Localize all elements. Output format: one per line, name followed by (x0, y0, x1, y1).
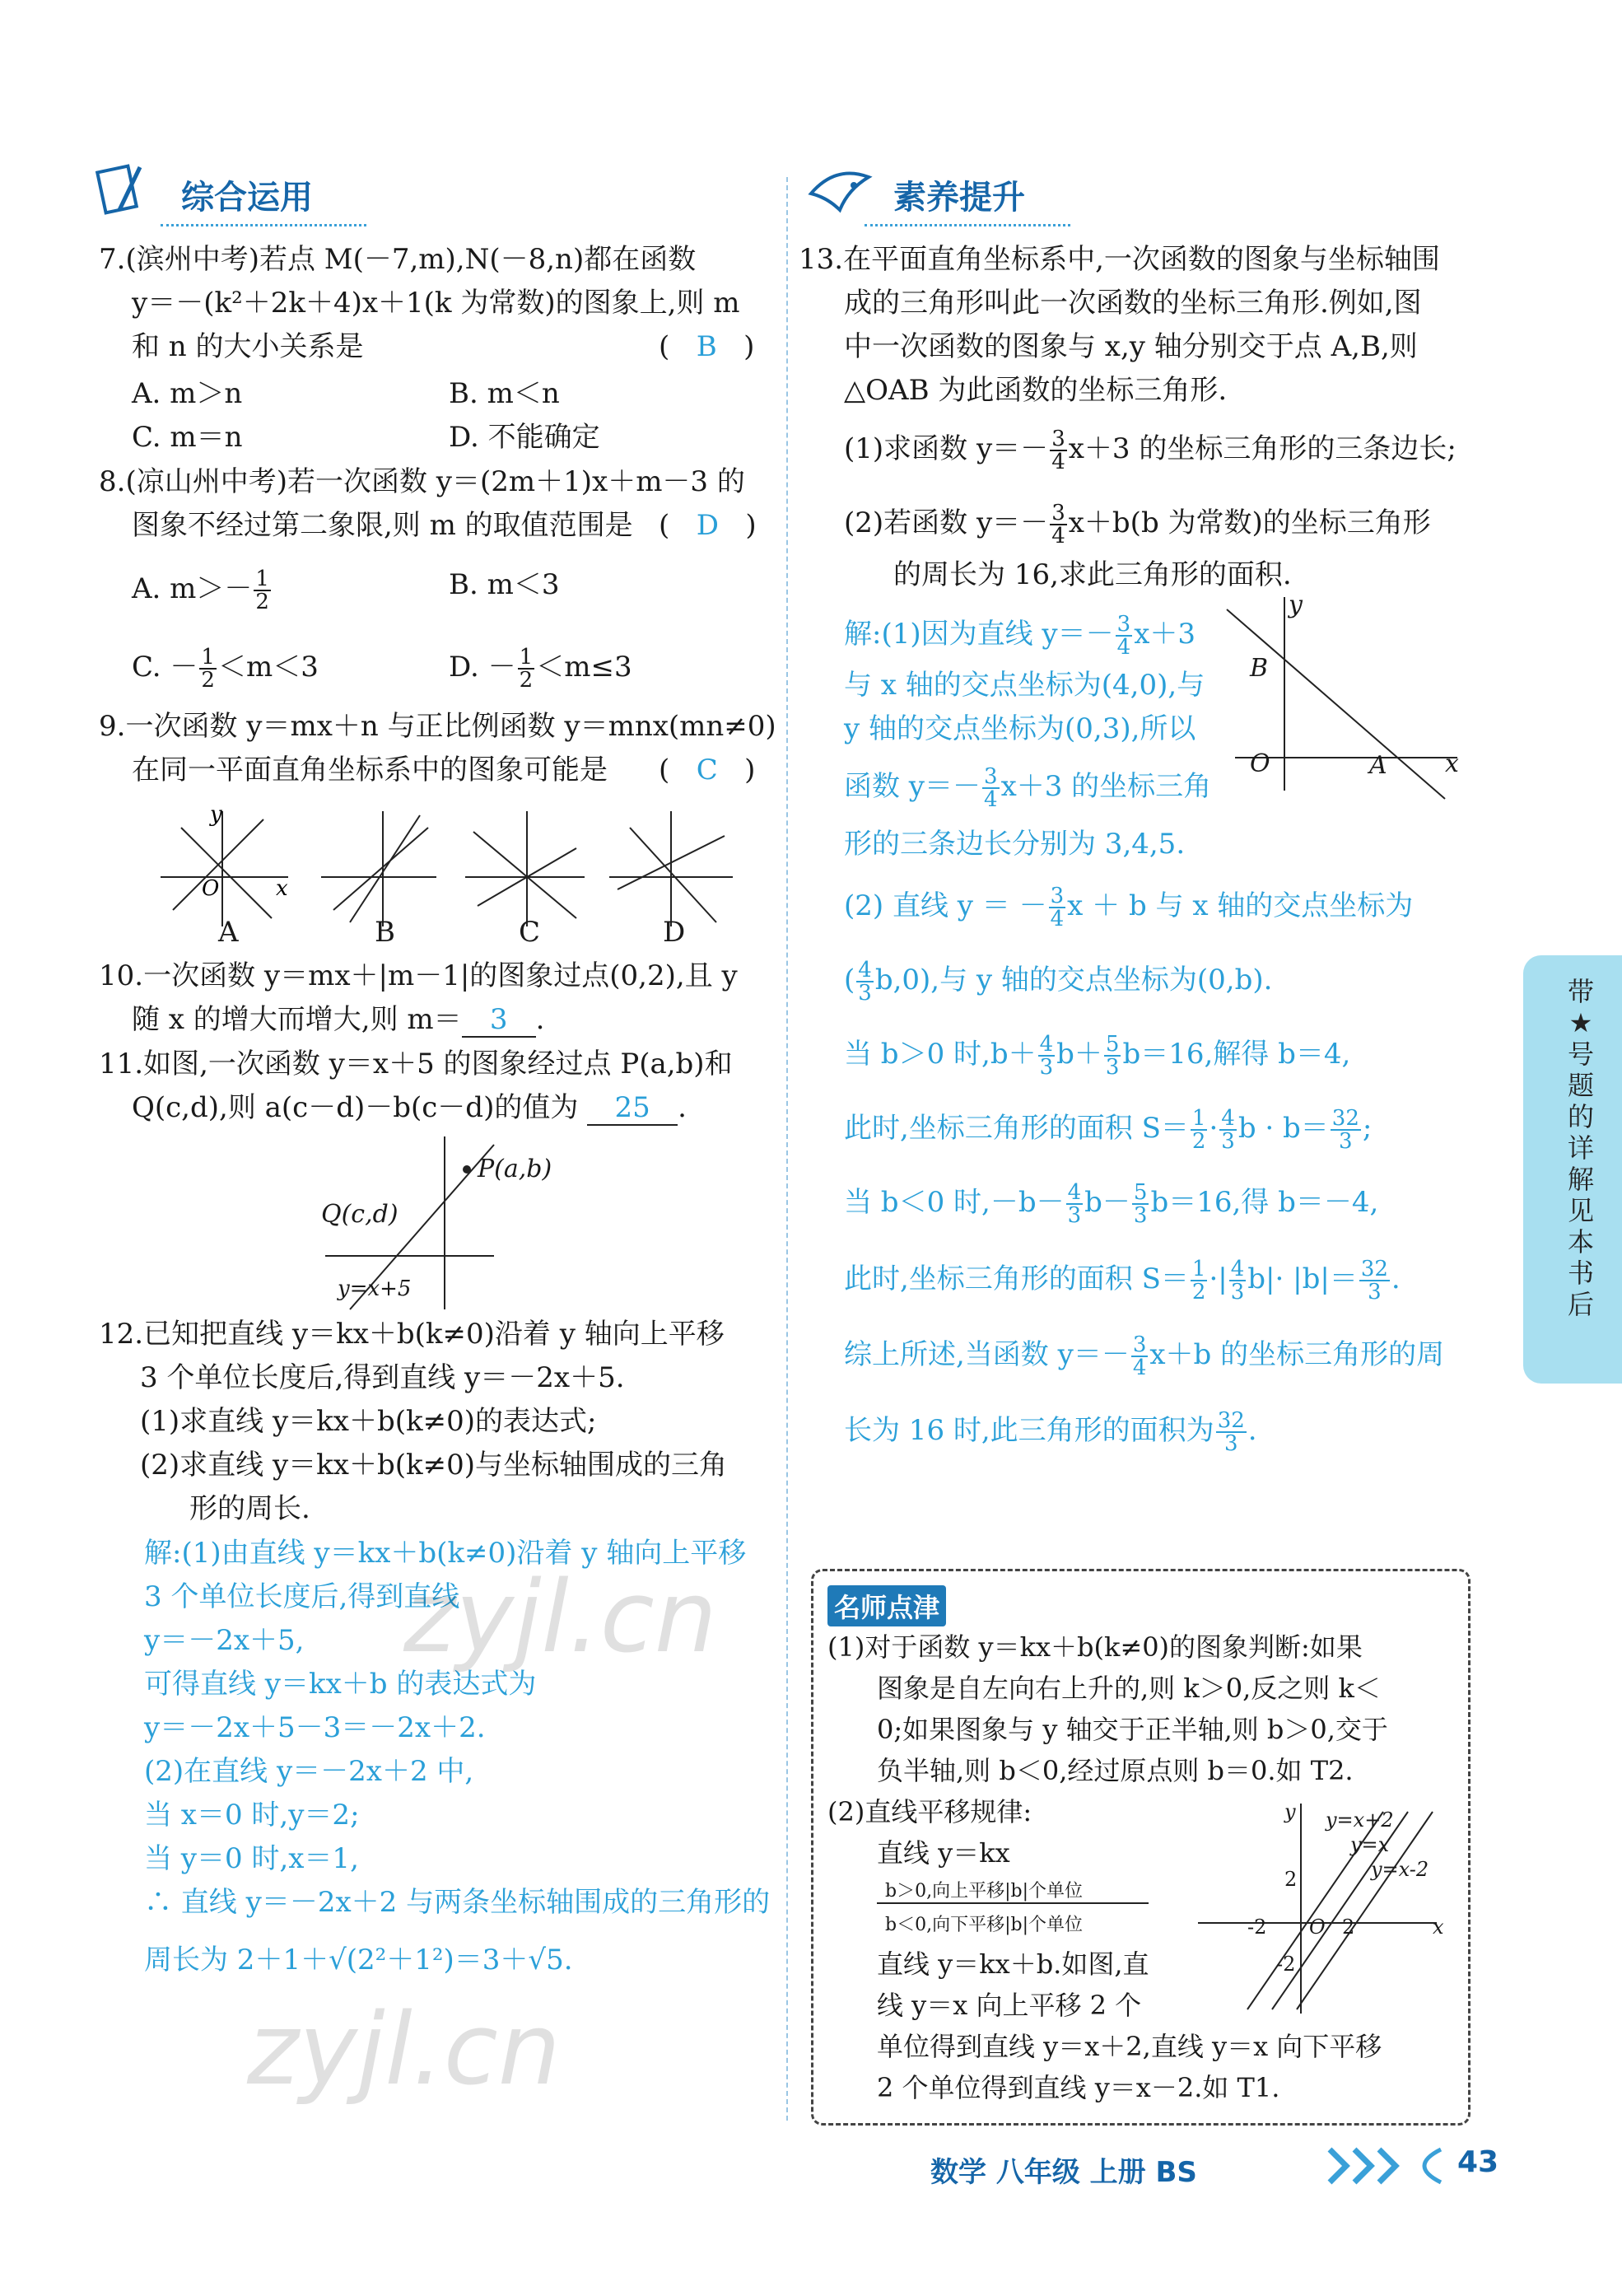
q13-line3: 中一次函数的图象与 x,y 轴分别交于点 A,B,则 (844, 330, 1418, 363)
numerator: 1 (519, 645, 534, 670)
tip-arrow-line (877, 1902, 1149, 1904)
q12-solution-4: 可得直线 y＝kx＋b 的表达式为 (144, 1668, 537, 1701)
denominator: 3 (1039, 1055, 1054, 1080)
text: x＋b 的坐标三角形的周 (1149, 1338, 1445, 1371)
q8-option-d (449, 646, 632, 691)
tip-line12: 2 个单位得到直线 y＝x－2.如 T1. (877, 2072, 1280, 2103)
q10-answer: 3 (462, 1003, 536, 1038)
numerator: 5 (1133, 1180, 1148, 1205)
fraction (1038, 1034, 1056, 1078)
fraction (1066, 1182, 1084, 1226)
tip-label: 名师点津 (827, 1585, 946, 1626)
fraction (1216, 1410, 1247, 1454)
tip-label-y: y (1284, 1800, 1296, 1823)
denominator: 3 (1133, 1203, 1148, 1228)
denominator: 3 (1067, 1203, 1082, 1228)
q7-line2: y＝－(k²＋2k＋4)x＋1(k 为常数)的图象上,则 m (132, 287, 740, 320)
q7-answer-bracket: ( B ) (659, 330, 755, 363)
fraction (1359, 1258, 1390, 1303)
text: (2)若函数 y＝－ (844, 506, 1049, 539)
denominator: 3 (1223, 1431, 1238, 1456)
numerator: 3 (1116, 612, 1131, 637)
q12-solution-9: ∴ 直线 y＝－2x＋2 与两条坐标轴围成的三角形的 (144, 1886, 771, 1919)
denominator: 2 (201, 668, 215, 693)
text: b＝16,解得 b＝4, (1122, 1038, 1351, 1071)
q13-label-y: y (1289, 590, 1303, 619)
text: 当 b＜0 时,－b－ (844, 1186, 1065, 1219)
numerator: 32 (1217, 1408, 1245, 1433)
q13-part1 (844, 428, 1457, 473)
q11-text: Q(c,d),则 a(c－d)－b(c－d)的值为 (132, 1091, 579, 1124)
text: x＋3 的坐标三角 (1000, 770, 1212, 803)
q13-sol-3: y 轴的交点坐标为(0,3),所以 (844, 712, 1196, 745)
text: x ＋ b 与 x 轴的交点坐标为 (1067, 889, 1414, 922)
q13-line1: 13.在平面直角坐标系中,一次函数的图象与坐标轴围 (799, 243, 1440, 276)
q11-line2: Q(c,d),则 a(c－d)－b(c－d)的值为 25 . (132, 1091, 687, 1124)
tip-line9: 直线 y＝kx＋b.如图,直 (877, 1948, 1149, 1980)
side-tab (1523, 955, 1622, 1384)
tip-line10: 线 y＝x 向上平移 2 个 (877, 1990, 1142, 2021)
q7-option-c: C. m＝n (132, 421, 243, 454)
q13-sol-2: 与 x 轴的交点坐标为(4,0),与 (844, 669, 1205, 702)
denominator: 3 (1339, 1129, 1353, 1154)
q13-sol-7: ( $\frac{4}{3}$ b,0),与 y 轴的交点坐标为(0,b). (844, 958, 1273, 1006)
numerator: 4 (858, 958, 872, 982)
q13-sol-13: 长为 16 时,此三角形的面积为 $\frac{32}{3}$ . (844, 1408, 1257, 1456)
denominator: 4 (1051, 450, 1065, 474)
q13-part2 (844, 502, 1431, 547)
q9-line2: 在同一平面直角坐标系中的图象可能是 (132, 754, 608, 786)
q13-label-x: x (1445, 749, 1459, 778)
q9-label-d: D (663, 916, 686, 949)
q13-part2-cont: 的周长为 16,求此三角形的面积. (893, 558, 1292, 591)
q12-solution-3: y＝－2x＋5, (144, 1624, 305, 1657)
q10-line2: 随 x 的增大而增大,则 m＝ 3 . (132, 1003, 545, 1036)
fraction (982, 766, 1000, 810)
q7-line1: 7.(滨州中考)若点 M(－7,m),N(－8,n)都在函数 (99, 243, 697, 276)
tip-label-x: x (1433, 1916, 1444, 1939)
q10-line1: 10.一次函数 y＝mx＋|m－1|的图象过点(0,2),且 y (99, 959, 738, 992)
text: b＝16,得 b＝－4, (1150, 1186, 1379, 1219)
watermark: zyjl.cn (403, 1561, 717, 1675)
fraction (518, 646, 535, 691)
fraction (1050, 502, 1067, 547)
denominator: 4 (1132, 1356, 1147, 1380)
q13-label-o: O (1250, 749, 1270, 778)
q11-line1: 11.如图,一次函数 y＝x＋5 的图象经过点 P(a,b)和 (99, 1048, 733, 1080)
q12-solution-1: 解:(1)由直线 y＝kx＋b(k≠0)沿着 y 轴向上平移 (144, 1537, 747, 1570)
denominator: 2 (519, 668, 534, 693)
tip-label-xneg2: -2 (1247, 1916, 1267, 1939)
tip-line6: 直线 y＝kx (877, 1837, 1010, 1869)
x-label: x (276, 876, 288, 901)
fraction (1131, 1334, 1149, 1379)
fraction (1191, 1258, 1208, 1303)
text: (1)求函数 y＝－ (844, 432, 1049, 465)
fraction (1116, 614, 1133, 658)
origin-label: O (202, 876, 220, 901)
text: x＋b(b 为常数)的坐标三角形 (1068, 506, 1431, 539)
q8-option-b: B. m＜3 (449, 568, 560, 601)
numerator: 3 (1132, 1332, 1147, 1357)
q11-line-label: y=x+5 (338, 1276, 412, 1301)
tip-label-o: O (1309, 1916, 1326, 1939)
tip-label-line2: y=x (1350, 1833, 1390, 1856)
denominator: 3 (858, 981, 872, 1006)
q12-line4: (2)求直线 y＝kx＋b(k≠0)与坐标轴围成的三角 (140, 1449, 727, 1482)
q11-label-p: P(a,b) (478, 1155, 552, 1183)
q13-sol-12 (844, 1334, 1444, 1379)
fraction (254, 568, 271, 613)
numerator: 4 (1067, 1180, 1082, 1205)
q8-option-d-rest: ＜m≤3 (536, 651, 632, 684)
q8-line2: 图象不经过第二象限,则 m 的取值范围是 (132, 509, 633, 542)
numerator: 1 (201, 645, 215, 670)
denominator: 4 (984, 787, 998, 812)
q13-sol-5: 形的三条边长分别为 3,4,5. (844, 828, 1186, 861)
q8-answer: D (696, 509, 719, 542)
divider (161, 224, 366, 226)
denominator: 3 (1230, 1280, 1245, 1304)
q7-option-a: A. m＞n (132, 377, 243, 410)
q7-answer: B (696, 330, 717, 363)
tip-line2: 图象是自左向右上升的,则 k＞0,反之则 k＜ (877, 1673, 1381, 1704)
fraction (1049, 885, 1066, 930)
q8-option-c-text: C. － (132, 651, 198, 684)
q11-answer: 25 (587, 1091, 678, 1126)
q9-answer-bracket: ( C ) (659, 754, 756, 786)
fraction (199, 646, 217, 691)
fraction (1191, 1108, 1208, 1152)
numerator: 3 (984, 764, 998, 789)
page-number: 43 (1457, 2145, 1499, 2179)
fraction (1132, 1182, 1149, 1226)
text: 长为 16 时,此三角形的面积为 (844, 1414, 1214, 1447)
denominator: 2 (1191, 1129, 1206, 1154)
q13-line2: 成的三角形叫此一次函数的坐标三角形.例如,图 (844, 287, 1422, 320)
q10-text: 随 x 的增大而增大,则 m＝ (132, 1003, 462, 1036)
q12-solution-8: 当 y＝0 时,x＝1, (144, 1842, 359, 1875)
numerator: 32 (1331, 1106, 1359, 1131)
q12-solution-5: y＝－2x＋5－3＝－2x＋2. (144, 1711, 486, 1744)
q8-option-d-text: D. － (449, 651, 516, 684)
q13-sol-11: 此时,坐标三角形的面积 S＝ $\frac{1}{2}$ ·| $\frac{4}{3}$ b|· |b|＝ $\frac{32}{3}$ . (844, 1257, 1401, 1304)
watermark: zyjl.cn (247, 1993, 561, 2107)
tip-line4: 负半轴,则 b＜0,经过原点则 b＝0.如 T2. (877, 1755, 1354, 1786)
q13-label-b: B (1250, 654, 1269, 683)
text: · |b|＝ (1275, 1262, 1358, 1295)
q8-option-c-rest: ＜m＜3 (217, 651, 319, 684)
q12-solution-2: 3 个单位长度后,得到直线 (144, 1580, 460, 1613)
q11-label-q: Q(c,d) (321, 1200, 399, 1229)
denominator: 3 (1221, 1129, 1235, 1154)
q8-option-a-text: A. m＞－ (132, 572, 253, 605)
text: · (1209, 1112, 1219, 1145)
q8-line1: 8.(凉山州中考)若一次函数 y＝(2m＋1)x＋m－3 的 (99, 465, 745, 498)
text: 综上所述,当函数 y＝－ (844, 1338, 1130, 1371)
q8-option-a (132, 568, 273, 613)
tip-label-neg2: -2 (1276, 1953, 1296, 1976)
tip-arrow-down: b＜0,向下平移|b|个单位 (885, 1915, 1083, 1935)
q13-sol-4 (844, 766, 1211, 810)
denominator: 4 (1051, 524, 1065, 548)
tip-label-xpos2: 2 (1342, 1916, 1355, 1939)
text: x＋3 的坐标三角形的三条边长; (1068, 432, 1457, 465)
q9-line1: 9.一次函数 y＝mx＋n 与正比例函数 y＝mnx(mn≠0) (99, 710, 776, 743)
q8-option-c (132, 646, 319, 691)
tip-line5: (2)直线平移规律: (827, 1796, 1032, 1827)
fraction (1229, 1258, 1247, 1303)
numerator: 3 (1050, 884, 1065, 908)
numerator: 1 (1191, 1257, 1206, 1281)
text: b · b＝ (1237, 1112, 1329, 1145)
tip-label-line1: y=x+2 (1326, 1808, 1394, 1832)
q13-sol-9: 此时,坐标三角形的面积 S＝ $\frac{1}{2}$ · $\frac{4}{3}$ b · b＝ $\frac{32}{3}$ ; (844, 1106, 1373, 1154)
q13-sol-8 (844, 1034, 1350, 1078)
q12-solution-7: 当 x＝0 时,y＝2; (144, 1799, 360, 1832)
q12-line1: 12.已知把直线 y＝kx＋b(k≠0)沿着 y 轴向上平移 (99, 1318, 725, 1351)
q12-solution-10: 周长为 2＋1＋√(2²＋1²)＝3＋√5. (144, 1944, 573, 1976)
text: 此时,坐标三角形的面积 S＝ (844, 1112, 1189, 1145)
q13-line4: △OAB 为此函数的坐标三角形. (844, 374, 1228, 407)
q13-sol-6 (844, 885, 1413, 930)
denominator: 2 (255, 590, 269, 614)
text: x＋3 (1134, 618, 1196, 651)
denominator: 3 (1105, 1055, 1120, 1080)
section-title-literacy: 素养提升 (893, 179, 1025, 217)
bird-icon (803, 161, 885, 226)
denominator: 4 (1050, 907, 1065, 931)
numerator: 5 (1105, 1032, 1120, 1057)
numerator: 4 (1230, 1257, 1245, 1281)
text: 当 b＞0 时,b＋ (844, 1038, 1037, 1071)
text: 函数 y＝－ (844, 770, 981, 803)
text: b－ (1084, 1186, 1130, 1219)
fraction (1050, 428, 1067, 473)
q12-solution-6: (2)在直线 y＝－2x＋2 中, (144, 1755, 474, 1788)
q13-label-a: A (1369, 751, 1387, 780)
side-tab-text: 带★号题的详解见本书后 (1567, 976, 1594, 1320)
chevrons-icon (1326, 2145, 1457, 2186)
text: (2) 直线 y ＝ － (844, 889, 1047, 922)
fraction (1219, 1108, 1237, 1152)
tip-line11: 单位得到直线 y＝x＋2,直线 y＝x 向下平移 (877, 2031, 1382, 2062)
tip-label-2: 2 (1284, 1868, 1298, 1891)
fraction (1331, 1108, 1361, 1152)
numerator: 3 (1051, 501, 1065, 525)
numerator: 1 (1191, 1106, 1206, 1131)
tip-line3: 0;如果图象与 y 轴交于正半轴,则 b＞0,交于 (877, 1714, 1388, 1745)
q9-option-graphs (156, 803, 749, 943)
numerator: 1 (255, 567, 269, 591)
q13-sol-10 (844, 1182, 1378, 1226)
tip-arrow-up: b＞0,向上平移|b|个单位 (885, 1881, 1083, 1902)
footer-title: 数学 八年级 上册 BS (930, 2156, 1197, 2189)
tip-label-line3: y=x-2 (1371, 1858, 1429, 1881)
q12-line3: (1)求直线 y＝kx＋b(k≠0)的表达式; (140, 1405, 597, 1438)
text: ,0),与 y 轴的交点坐标为(0,b). (893, 964, 1273, 996)
numerator: 4 (1039, 1032, 1054, 1057)
section-title-comprehensive: 综合运用 (181, 179, 313, 217)
q12-line2: 3 个单位长度后,得到直线 y＝－2x＋5. (140, 1361, 625, 1394)
q7-option-b: B. m＜n (449, 377, 560, 410)
divider (865, 224, 1070, 226)
q9-label-c: C (519, 916, 541, 949)
pencil-notebook-icon (95, 161, 144, 222)
denominator: 4 (1116, 635, 1131, 660)
q12-line5: 形的周长. (189, 1492, 310, 1525)
q9-answer: C (696, 754, 718, 786)
q9-label-b: B (375, 916, 395, 949)
numerator: 3 (1051, 427, 1065, 451)
q13-sol-1 (844, 614, 1196, 658)
tip-line1: (1)对于函数 y＝kx＋b(k≠0)的图象判断:如果 (827, 1631, 1363, 1663)
text: · (1209, 1262, 1219, 1295)
q9-label-a: A (218, 916, 239, 949)
q7-option-d: D. 不能确定 (449, 421, 600, 454)
fraction (1104, 1034, 1121, 1078)
text: 此时,坐标三角形的面积 S＝ (844, 1262, 1189, 1295)
text: b＋ (1056, 1038, 1102, 1071)
fraction (856, 959, 874, 1004)
q7-line3: 和 n 的大小关系是 (132, 330, 364, 363)
denominator: 2 (1191, 1280, 1206, 1304)
y-label: y (210, 803, 222, 827)
q8-answer-bracket: ( D ) (659, 509, 757, 542)
numerator: 4 (1221, 1106, 1235, 1131)
column-divider (786, 177, 788, 2121)
numerator: 32 (1360, 1257, 1388, 1281)
denominator: 3 (1368, 1280, 1382, 1304)
text: 解:(1)因为直线 y＝－ (844, 618, 1114, 651)
